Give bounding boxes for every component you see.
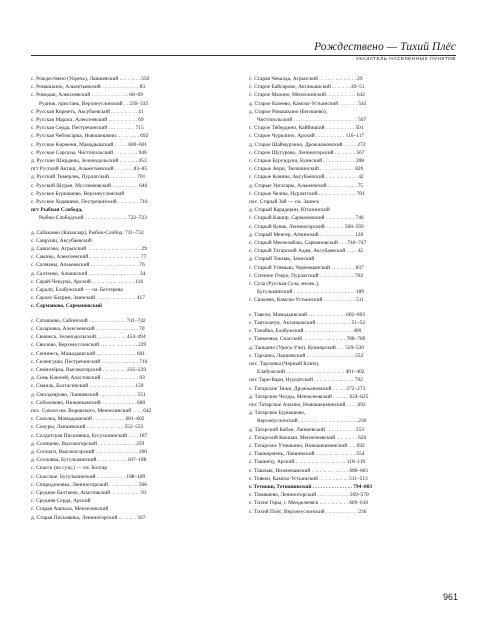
index-entry: д. Старое Шаймурзино, Дрожжановский . . . . . 272 bbox=[249, 141, 366, 148]
index-entry: с. Старые Бурундуки, Буинский . . . . . . . . . . . . 208 bbox=[249, 158, 364, 165]
index-entry: с. Старые Кияязы, Аксубаевский . . . . . . . . . . . . 42 bbox=[249, 174, 364, 181]
running-subtitle: УКАЗАТЕЛЬ НАСЕЛЕННЫХ ПУНКТОВ bbox=[355, 57, 456, 62]
index-entry: с. Старое Мазино, Мензелинский . . . . . . . . . . . 642 bbox=[249, 92, 365, 99]
index-entry: пгт Рыбная Слобода, bbox=[31, 207, 83, 214]
index-entry: с. Степное Озеро, Пурлатский . . . . . . . . . . . . . 702 bbox=[249, 272, 363, 279]
index-entry: с. Старое Байсарово, Актанышский . . . . . . . 49–51 bbox=[249, 84, 365, 91]
index-entry: д. Татарские Челды, Мензелеевский . . . . . . 624–625 bbox=[249, 393, 369, 400]
index-entry: д. Таньшно (Урись-Учи), Кукморский . . . 529–530 bbox=[249, 344, 365, 351]
index-entry: с. Сахаровка, Алексеевский . . . . . . . . . . . . . . . . 70 bbox=[31, 325, 145, 332]
index-entry: с. Татарские Тюки, Дрожжановский . . . . . 272–273 bbox=[249, 385, 366, 392]
page-header bbox=[31, 40, 456, 63]
index-entry: с. Русская Кирметь, Аксубаевский . . . . . . . . . . 41 bbox=[31, 108, 144, 115]
index-entry: Рыбно-Слободский . . . . . . . . . . . . . . . . 722–723 bbox=[39, 215, 147, 222]
index-entry: с. Саконы, Алексеевский . . . . . . . . . . . . . . . . . . . 77 bbox=[31, 254, 147, 261]
index-entry: с. Русская Мараса, Алексеевский . . . . . . . . . . . 69 bbox=[31, 117, 144, 124]
index-entry: с. Соболеково, Нижнекамский . . . . . . . . . . . . . 680 bbox=[31, 399, 146, 406]
index-entry: д. Салтенко, Алнашский . . . . . . . . . . . . . . . . . . . 34 bbox=[31, 270, 146, 277]
index-entry: с. Русский Шуран, Муслюмовский . . . . . . . . . . 646 bbox=[31, 182, 148, 189]
index-entry: с. Ташкирмень, Лаишевский . . . . . . . . . . . . . . . 554 bbox=[249, 451, 365, 458]
index-entry: д. Сависово, Агрызский . . . . . . . . . . . . . . . . . . . . 29 bbox=[31, 246, 147, 253]
index-entry: д. Сосновка, Бугульминский . . . . . . . . . . . 187–188 bbox=[31, 457, 147, 464]
index-entry: с. Тарханы, Лаишевский . . . . . . . . . . . . . . . . . . 553 bbox=[249, 352, 364, 359]
index-entry: с. Саралп, Елабужский — см. Бехтерево bbox=[31, 287, 124, 294]
index-entry: д. Русские Ширданы, Зеленодольский . . . . . . . 453 bbox=[31, 158, 147, 165]
index-entry: д. Старый Токмак, Заинский bbox=[249, 256, 315, 263]
index-entry: с. Сула (Русская Сула, мелек.), bbox=[249, 281, 320, 288]
index-entry: Бугульминский . . . . . . . . . . . . . . . . . . . . . . . 189 bbox=[257, 289, 364, 296]
index-entry: с. Спасск (по сущ.) — см. Болгар bbox=[31, 465, 108, 472]
index-entry: с. Старый Мензелябаш, Сармановский . . . 746–747 bbox=[249, 240, 367, 247]
index-entry: Верхнеуслонский . . . . . . . . . . . . . . . . . . . . . . 236 bbox=[257, 418, 367, 425]
index-entry: с. Рождествено (Укречь), Лаишевский . . . . . . . . 550 bbox=[31, 76, 150, 82]
page-number: 961 bbox=[442, 592, 458, 602]
index-entry: пос. Тарловка (Черный Ключ), bbox=[249, 360, 320, 367]
index-entry: пос. Совхоз им. Воровского, Мензелинский . . . . 642 bbox=[31, 407, 152, 414]
index-entry: с. Старая Ашпала, Мензелинский bbox=[31, 506, 109, 513]
index-entry: с. Семиозёрка, Высокогорский . . . . . . . . . 235–239 bbox=[31, 366, 147, 373]
index-entry: с. Ромашкино, Альметьевский . . . . . . . . . . . . . . 83 bbox=[31, 84, 146, 91]
index-entry: с. Тимяшево, Лениногорский . . . . . . . . . . . . 569–570 bbox=[249, 492, 369, 499]
index-entry: с. Солдатская Письмянка, Бугульминский . . . . 187 bbox=[31, 432, 148, 439]
index-entry: с. Смаиль, Балтасинский . . . . . . . . . . . . . . . . . 150 bbox=[31, 383, 144, 390]
index-entry: с. Старый Татарский Адам, Аксубаевский . . . . 42 bbox=[249, 248, 363, 255]
index-entry: д. Старый Менгер, Атнинский . . . . . . . . . . . . . 128 bbox=[249, 231, 364, 238]
index-entry: с. Старый Утямыш, Черемшанский . . . . . . . . . 837 bbox=[249, 264, 364, 271]
index-entry: с. Селенгуши, Пестречинский . . . . . . . . . . . . . . 716 bbox=[31, 358, 148, 365]
index-entry: д. Старое Ромашкино (Бегишево), bbox=[249, 108, 328, 115]
index-entry: с. Средние Балтаево, Апастовский . . . . . . . . . . . 93 bbox=[31, 489, 147, 496]
index-entry: Рудник, пристань, Верхнеуслонский . . 230–335 bbox=[39, 100, 149, 107]
index-entry: с. Ташкичу, Арский . . . . . . . . . . . . . . . . . . . 118–119 bbox=[249, 459, 366, 466]
running-title: Рождествено — Тихий Плёс bbox=[314, 41, 456, 53]
index-entry: с. Русское Ходяшево, Пестречинский . . . . . . . . 716 bbox=[31, 199, 148, 206]
index-entry: д. Старые Ургагары, Алькеевский . . . . . . . . . . . 75 bbox=[249, 182, 364, 189]
index-entry: с. Свилово, Верхнеуслонский . . . . . . . . . . . . . . 229 bbox=[31, 342, 147, 349]
index-entry: д. Смолдеярово, Лаишевский . . . . . . . . . . . . . . 551 bbox=[31, 391, 146, 398]
index-entry: с. Сарманово, Сармановский bbox=[31, 303, 103, 310]
index-entry: с. Тихие Горы, г. Менделеевск . . . . . . . . . . . 609–610 bbox=[249, 500, 369, 507]
index-entry: с. Татарский Кокшан, Мензелеевский . . . . . . . . 626 bbox=[249, 434, 367, 441]
index-entry: с. Русские Кирмени, Мамадышский . . . . . 600–601 bbox=[31, 141, 148, 148]
index-entry: с. Спасское, Бугульминский . . . . . . . . . . . 188–189 bbox=[31, 473, 146, 480]
index-entry: с. Танкеевка, Спасский . . . . . . . . . . . . . . . . 788–789 bbox=[249, 336, 366, 343]
index-entry: г. Тетюши, Тетюшинский . . . . . . . . . . . . . . . 794–803 bbox=[249, 483, 373, 490]
index-entry: д. Сабакаево (Казаклар), Рыбно-Слобод. 731–732 bbox=[31, 229, 144, 236]
index-entry: с. Спиридоновка, Лениногорский . . . . . . . . . . . 566 bbox=[31, 481, 147, 488]
index-entry: с. Русские Сарсазы, Чистопольский . . . . . . . . . 946 bbox=[31, 149, 147, 156]
index-entry: с. Татарское Утяшкино, Новошешминский . . . 692 bbox=[249, 442, 365, 449]
index-entry: с. Соколка, Мамадышский . . . . . . . . . . . . 601–602 bbox=[31, 416, 145, 423]
index-entry: с. Сарлес-Багряж, Заинский . . . . . . . . . . . . . . . 417 bbox=[31, 295, 145, 302]
index-entry: с. Старое Чурилино, Арский . . . . . . . . . . . 116–117 bbox=[249, 133, 365, 140]
index-entry: пгт Русский Акташ, Альметьевский . . . . . . . 83–85 bbox=[31, 166, 148, 173]
index-column-left bbox=[31, 75, 241, 522]
index-entry: с. Свияжск, Зеленодольский . . . . . . . . . . . 454–494 bbox=[31, 334, 146, 341]
index-entry: д. Солнцево, Высокогорский . . . . . . . . . . . . . . 259 bbox=[31, 440, 145, 447]
index-entry: с. Средняя Серда, Арский bbox=[31, 498, 91, 505]
index-entry: с. Тихий Плёс, Верхнеуслонский . . . . . . . . . . . . 236 bbox=[249, 508, 367, 515]
index-entry: с. Ташлык, Нижнекамский . . . . . . . . . . . . . . 680–681 bbox=[249, 467, 369, 474]
index-entry: с. Салманы, Алькеевский . . . . . . . . . . . . . . . . . . 76 bbox=[31, 262, 145, 269]
index-entry: с. Сатышево, Сабинский . . . . . . . . . . . . . . 741–742 bbox=[31, 317, 146, 324]
index-entry: с. Русская Серда, Пестречинский . . . . . . . . . . 715 bbox=[31, 125, 144, 132]
index-entry: д. Старое Казеево, Камско-Устьинский . . . . . . . 541 bbox=[249, 100, 367, 107]
index-entry: с. Русская Чебоксарка, Новошешмин. . . . . . . . . 692 bbox=[31, 133, 149, 140]
index-entry: д. Старая Письмянка, Лениногорский . . . . . . . 567 bbox=[31, 514, 146, 521]
index-entry: с. Тавели, Мамадышский . . . . . . . . . . . . . . 602–603 bbox=[249, 311, 366, 318]
index-entry: с. Старое Тябердино, Кайбицкий . . . . . . . . . . . 501 bbox=[249, 125, 364, 132]
index-entry: с. Старое Шугурово, Лениногорский . . . . . . . . 567 bbox=[249, 149, 365, 156]
index-entry: Чистопольский . . . . . . . . . . . . . . . . . . . . . . . . 567 bbox=[257, 117, 367, 124]
index-entry: д. Татарское Бурнашево, bbox=[249, 410, 306, 417]
index-entry: с. Сюкеево, Камско-Устьинский . . . . . . . . . . . . 511 bbox=[249, 297, 364, 304]
index-entry: с. Танайка, Елабужский . . . . . . . . . . . . . . . . . . 400 bbox=[249, 328, 362, 335]
index-entry: с. Русское Бурнашево, Верхнеуслонский bbox=[31, 190, 125, 197]
index-entry: с. Сенинесь, Мамадышский . . . . . . . . . . . . . . . 601 bbox=[31, 350, 145, 357]
index-entry: д. Семь Ключей, Апастовский . . . . . . . . . . . . . . 93 bbox=[31, 375, 145, 382]
index-entry: с. Ромодан, Алексеевский . . . . . . . . . . . . . . 68–69 bbox=[31, 92, 143, 99]
index-entry: с. Савруши, Аксубаевский bbox=[31, 237, 92, 244]
index-entry: пос Тарн-Варн, Нурлатский . . . . . . . . . . . . . . . 702 bbox=[249, 377, 363, 384]
index-entry: пос Татарское Алкино, Новошешминский . . . . 692 bbox=[249, 401, 366, 408]
index-entry: с. Старая Чекалда, Агрызский . . . . . . . . . . . . . . 29 bbox=[249, 76, 363, 82]
index-entry: с. Сокуры, Лаишевский . . . . . . . . . . . . . . 552–553 bbox=[31, 424, 144, 431]
index-entry: д. Русский Тимерлек, Пурлатский . . . . . . . . . . 701 bbox=[31, 174, 146, 181]
index-columns bbox=[31, 75, 457, 590]
index-entry: д. Старый Карадерин, Ютазинский bbox=[249, 207, 330, 214]
index-entry: д. Татарский Кабан, Лаишевский . . . . . . . . . . . 553 bbox=[249, 426, 364, 433]
index-entry: с. Старые Зюри, Тюлячинский . . . . . . . . . . . . . 826 bbox=[249, 166, 364, 173]
index-entry: с. Старый Кувак, Лениногорский . . . . . . . 568–569 bbox=[249, 223, 364, 230]
index-entry: с. Старый Кашир, Сармановский . . . . . . . . . . . 746 bbox=[249, 215, 364, 222]
index-entry: с. Таяталачук, Актанышский . . . . . . . . . . . . . 51–52 bbox=[249, 319, 366, 326]
index-entry: Елабужский . . . . . . . . . . . . . . . . . . . . . . 401–402 bbox=[257, 369, 365, 376]
index-entry: с. Старые Челны, Нурлатский . . . . . . . . . . . . . . 701 bbox=[249, 190, 365, 197]
index-entry: д. Сосмаги, Высокогорский . . . . . . . . . . . . . . . . 260 bbox=[31, 448, 147, 455]
index-entry: с. Сарай-Чекурча, Арский . . . . . . . . . . . . . . . . 116 bbox=[31, 278, 144, 285]
index-entry: пос. Старый Зай — см. Заинск bbox=[249, 199, 320, 206]
index-entry: с. Тевкеи, Камско-Устьинский . . . . . . . . . . . 511–513 bbox=[249, 475, 368, 482]
index-column-right bbox=[249, 75, 459, 516]
